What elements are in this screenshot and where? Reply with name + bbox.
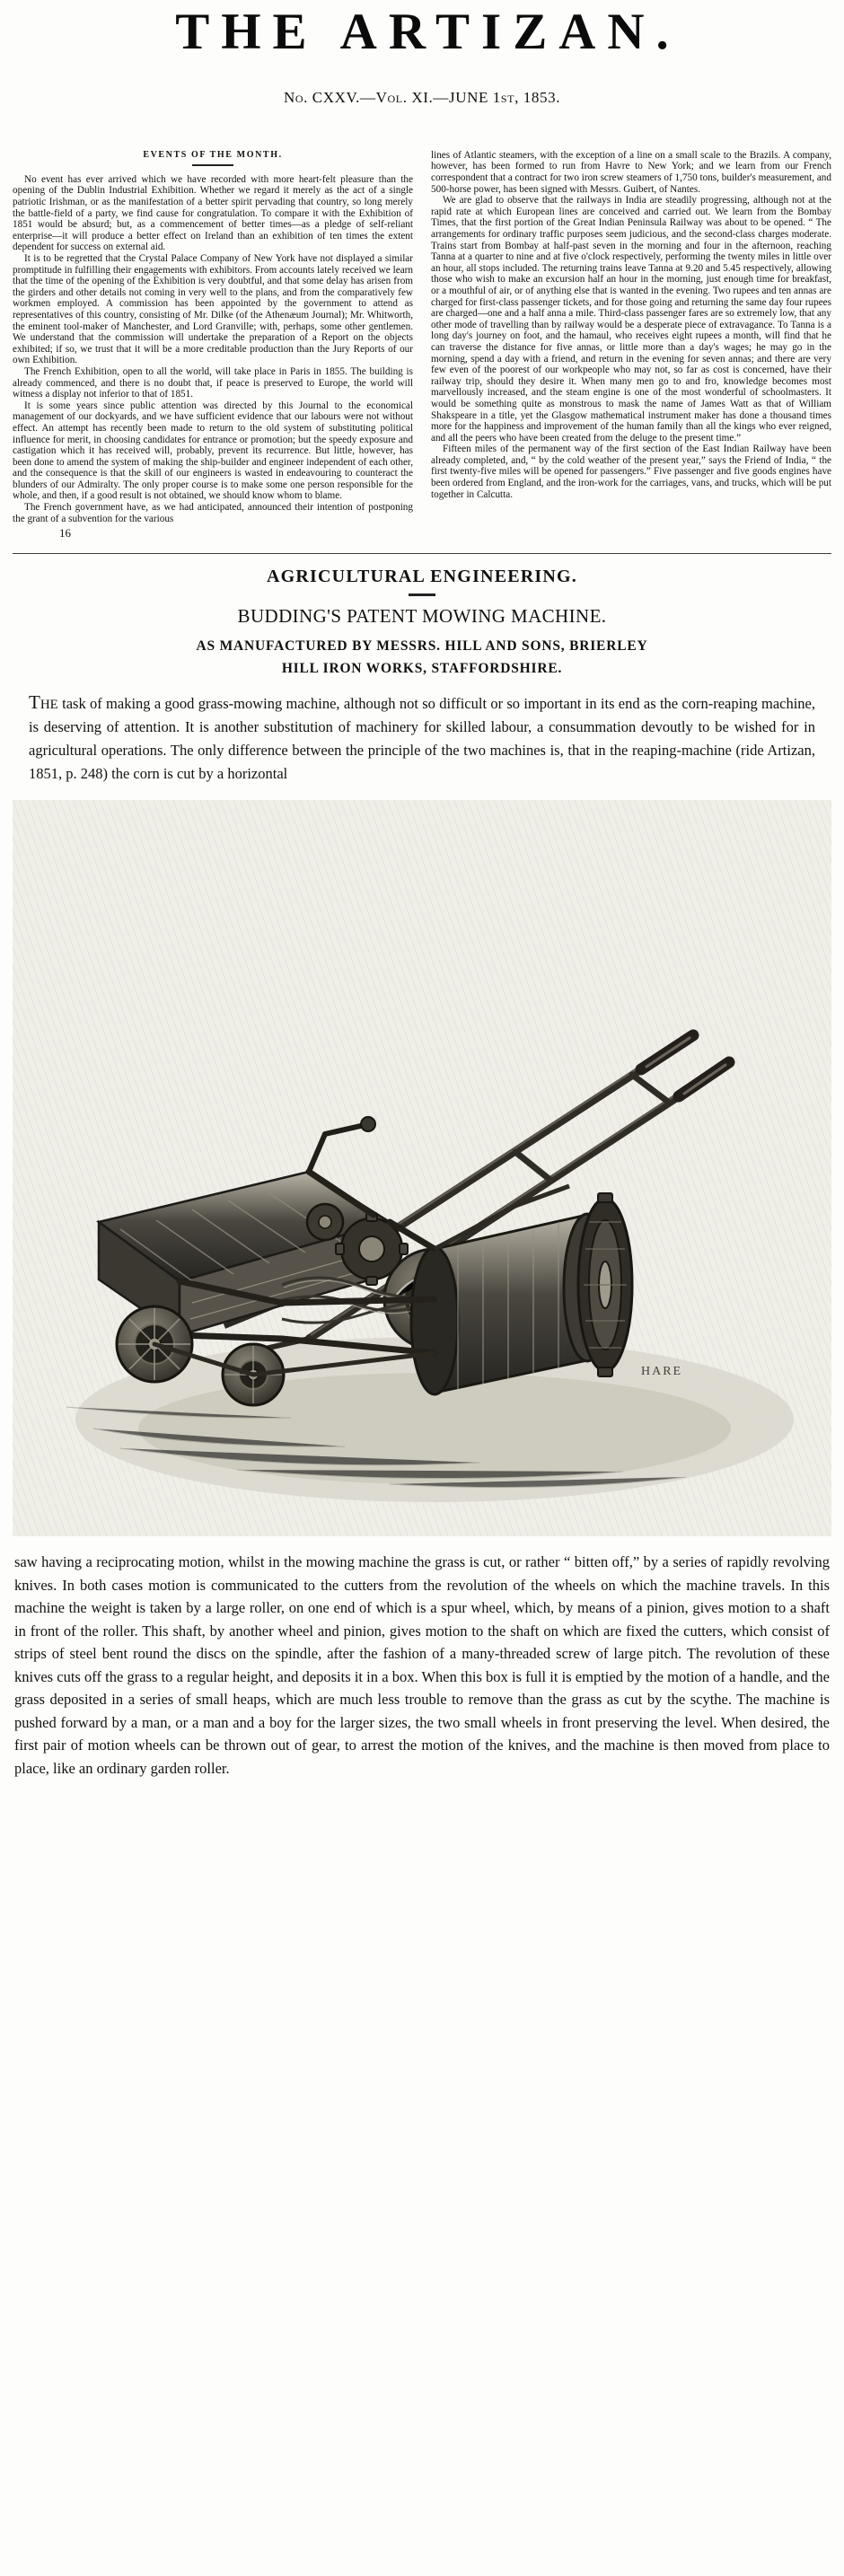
paragraph: lines of Atlantic steamers, with the exception of a line on a small scale to the Brazils. A company, however, has been formed to run from Havre to New York; and we learn from our French correspondent that a contract for two iron screw steamers of 1,750 tons, builder's measurement, and 500-horse power, has been signed with Messrs. Guibert, of Nantes. [431,149,831,195]
spur-wheel [578,1193,632,1376]
news-section [0,150,844,541]
figure-wrapper [0,800,844,1536]
paragraph: No event has ever arrived which we have recorded with more heart-felt pleasure than the opening of the Dublin Industrial Exhibition. Whether we regard it merely as the act of a single patriotic Irishman, or as the manifestation of a better spirit pervading that country, so long merely the battle-field of a party, we find cause for congratulation. To compare it with the Exhibition of 1851 would be absurd; but, as a commencement of better times—as a pledge of self-reliant enterprise—it will produce a better effect on Ireland than an exhibition of ten times the extent dependent for success on external aid. [13,173,413,253]
lead-text: task of making a good grass-mowing machine, although not so difficult or so important in its end as the corn-reaping machine, is deserving of attention. It is another substitution of machinery for skilled labour, a consummation devoutly to be wished for in agricultural operations. The only difference between the principle of the two machines is, that in the reaping-machine (ride Artizan, 1851, p. 248) the corn is cut by a horizontal [29,695,815,783]
engraver-signature: HARE [641,1365,683,1379]
article-header [0,567,844,678]
news-column-right [431,150,831,500]
article-byline-line1: AS MANUFACTURED BY MESSRS. HILL AND SONS, BRIERLEY [196,638,648,655]
budding-mowing-machine-engraving [13,800,831,1536]
section-divider [13,553,831,554]
paragraph: It is some years since public attention was directed by this Journal to the economical management of our dockyards, and we have sufficient evidence that our labours were not without effect. An attempt has recently been made to return to the old system of substituting political influence for merit, in choosing candidates for entrance or promotion; but the speedy exposure and castigation which it has received will, probably, prevent its recurrence. But little, however, has been done to amend the system of making the ship-builder and engineer independent of each other, and the consequence is that the skill of our engineers is wasted in endeavouring to counteract the blunders of our Admiralty. The only proper course is to make some one person responsible for the whole, and then, if a good result is not obtained, we should know whom to blame. [13,400,413,502]
article-title: BUDDING'S PATENT MOWING MACHINE. [237,605,607,628]
article-kicker: AGRICULTURAL ENGINEERING. [267,567,577,587]
paragraph: The French government have, as we had anticipated, announced their intention of postponing the grant of a subvention for the various [13,502,413,524]
paragraph: Fifteen miles of the permanent way of the first section of the East Indian Railway have been already completed, and, “ by the cold weather of the present year,” says the Friend of India, “ the first twenty-five miles will be opened for passengers.” Five passenger and five goods engines have been ordered from England, and the iron-work for the carriages, vans, and trucks, which will be put together in Calcutta. [431,444,831,500]
news-left-body [13,174,413,524]
lead-smallcaps: The [29,691,58,714]
paragraph: It is to be regretted that the Crystal Palace Company of New York have not displayed a similar promptitude in fulfilling their engagements with exhibitors. From accounts lately received we learn that the time of the opening of the Exhibition is very doubtful, and that some delay has arisen from the girders and other details not coming in very well to the plans, and from the comparatively few workmen employed. A commission has been appointed by the government to attend as representatives of this country, consisting of Mr. Dilke (of the Athenæum Journal); Mr. Whitworth, the eminent tool-maker of Manchester, and Lord Granville; with, perhaps, some other gentlemen. We understand that the commission will undertake the preparation of a Report on the objects exhibited; if so, we trust that it will be a more creditable production than the Jury Reports of our own Exhibition. [13,253,413,366]
page-title: THE ARTIZAN. [175,4,681,60]
masthead [0,0,844,107]
folio-number: 16 [59,526,71,541]
article-byline-line2: HILL IRON WORKS, STAFFORDSHIRE. [281,661,563,677]
section-heading-events: EVENTS OF THE MONTH. [143,149,283,160]
article-lead [0,681,844,786]
engraving-svg [13,800,831,1536]
paragraph: We are glad to observe that the railways in India are steadily progressing, although not at the rapid rate at which European lines are conceived and carried out. We learn from the Bombay Times, that the first portion of the Great Indian Peninsula Railway was about to be opened. “ The arrangements for ordinary traffic purposes seem judicious, and the second-class charges moderate. Trains start from Bombay at half-past seven in the morning and four in the afternoon, reaching Tanna at a quarter to nine and at five o'clock respectively, performing the twenty miles in little over an hour, all stops included. The returning trains leave Tanna at 9.20 and 5.45 respectively, allowing those who wish to make an excursion half an hour in the morning, just enough time for breakfast, or a mouthful of air, or of anything else that is wanted in the evening. Two rupees and ten annas are charged for first-class passenger tickets, and for those going and returning the same day four rupees are charged—one and a half anna a mile. Third-class passenger fares are so extremely low, that any other mode of travelling than by railway would be a desperate piece of extravagance. To Tanna is a long day's journey on foot, and the hamaul, who receives eight rupees a month, will find that he can traverse the distance for five annas, or little more than a day's wages; he may go in the morning, spend a day with a friend, and return in the evening for seven annas; and there are very few even of the poorest of our workpeople who may not, so far as cost is concerned, have their railway trip, should they desire it. When many men go to and fro, knowledge becomes most marvellously increased, and the steam engine is one of the most wonderful of schoolmasters. It would be something quite as monstrous to mask the name of James Watt as that of William Shakspeare in a title, yet the Glasgow mathematical instrument maker has done a thousand times more for the happiness and improvement of the human family than all the kings who ever reigned, and all the peers who have been created from the deluge to the present time.” [431,195,831,444]
kicker-rule [409,593,435,596]
issue-line: No. CXXV.—Vol. XI.—JUNE 1st, 1853. [283,88,561,106]
heading-rule [192,164,233,166]
paragraph [29,690,815,786]
paragraph: saw having a reciprocating motion, whilst in the mowing machine the grass is cut, or rather “ bitten off,” by a series of rapidly revolving knives. In both cases motion is communicated to the cutters from the revolution of the wheels on which the machine travels. In this machine the weight is taken by a large roller, on one end of which is a spur wheel, which, by means of a pinion, gives motion to a shaft in front of the roller. This shaft, by another wheel and pinion, gives motion to the shaft on which are fixed the cutters, which consist of strips of steel bent round the discs on the spindle, after the fashion of a many-threaded screw of large pitch. The revolution of these knives cuts off the grass to a regular height, and deposits it in a box. When this box is full it is emptied by the motion of a handle, and the grass deposited in a series of small heaps, which are much less trouble to remove than the grass as cut by the scythe. The machine is pushed forward by a man, or a man and a boy for the larger sizes, the two small wheels in front preserving the level. When desired, the first pair of motion wheels can be thrown out of gear, to arrest the motion of the knives, and the machine is then moved from place to place, like an ordinary garden roller. [14,1553,830,1777]
news-right-body [431,150,831,500]
paragraph: The French Exhibition, open to all the world, will take place in Paris in 1855. The building is already commenced, and there is no doubt that, if peace is preserved to Europe, the world will witness a display not inferior to that of 1851. [13,365,413,400]
news-column-left [13,150,413,541]
article-tail [0,1536,844,1789]
